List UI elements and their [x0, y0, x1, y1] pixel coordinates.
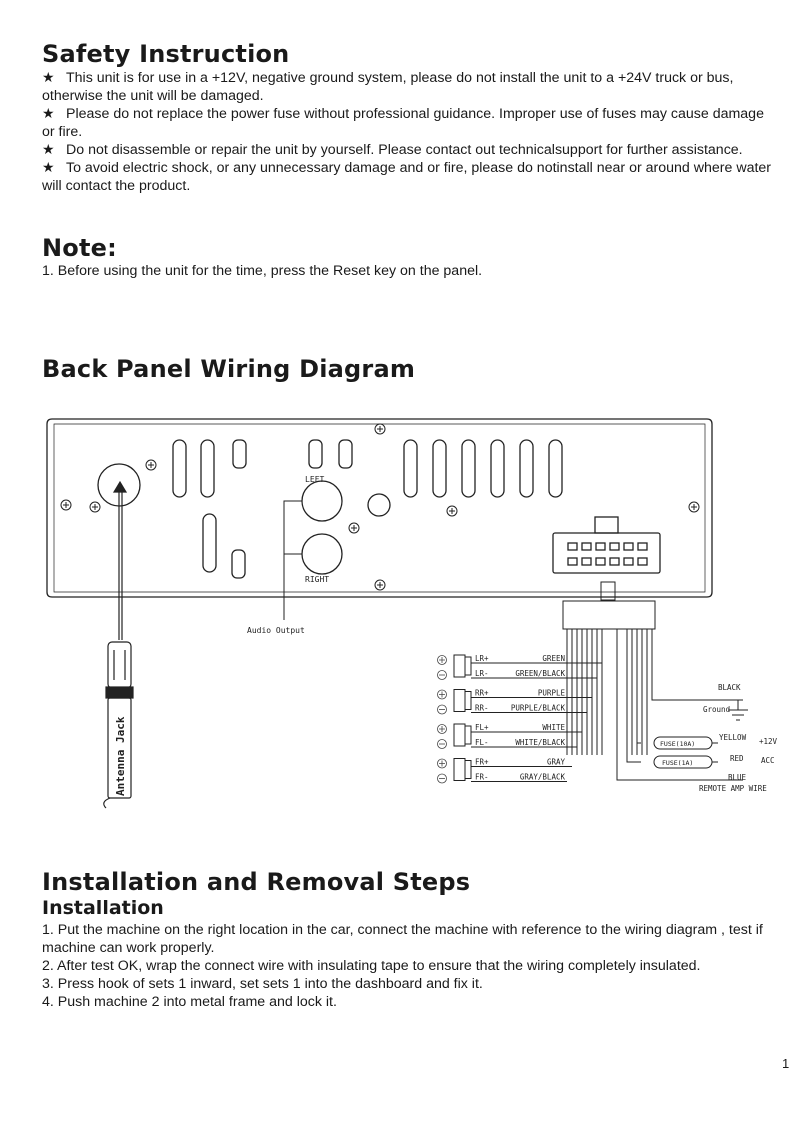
speaker-plug	[454, 724, 465, 746]
install-step: 4. Push machine 2 into metal frame and lock it.	[42, 994, 337, 1010]
speaker-position-label: LR-	[475, 669, 489, 678]
speaker-color-label: GREEN/BLACK	[515, 669, 565, 678]
right-rca-jack	[302, 534, 342, 574]
right-label: RIGHT	[305, 575, 330, 584]
remote-amp-label: REMOTE AMP WIRE	[699, 784, 767, 793]
install-step: 3. Press hook of sets 1 inward, set sets 1 into the dashboard and fix it.	[42, 976, 483, 992]
fuse10a-label: FUSE(10A)	[660, 740, 696, 748]
speaker-color-label: PURPLE	[537, 688, 565, 698]
speaker-color-label: WHITE/BLACK	[515, 738, 565, 747]
speaker-position-label: RR+	[475, 688, 489, 698]
speaker-plug-cap	[465, 761, 471, 779]
star-icon: ★	[42, 142, 55, 158]
terminal-sign	[439, 692, 445, 698]
install-step: 2. After test OK, wrap the connect wire with insulating tape to ensure that the wiring completely insulated.	[42, 958, 701, 974]
wiring-title: Back Panel Wiring Diagram	[42, 355, 416, 383]
audio-output-label: Audio Output	[247, 626, 305, 635]
safety-item: ★ This unit is for use in a +12V, negative ground system, please do not install the unit to a +24V truck or bus, otherwise the unit will be damaged.	[42, 70, 734, 104]
terminal-sign	[439, 726, 445, 732]
speaker-color-label: GRAY/BLACK	[519, 772, 565, 782]
speaker-plug	[454, 690, 465, 712]
safety-list	[42, 69, 777, 195]
note-title: Note:	[42, 234, 117, 262]
speaker-plug-cap	[465, 657, 471, 675]
safety-title: Safety Instruction	[42, 40, 290, 68]
left-rca-jack	[302, 481, 342, 521]
fuse1a-label: FUSE(1A)	[662, 759, 694, 767]
iso-connector	[553, 517, 660, 573]
terminal-sign	[439, 657, 445, 663]
speaker-plug-cap	[465, 692, 471, 710]
harness-plug	[563, 582, 655, 755]
note-list	[42, 262, 777, 280]
note-item: 1. Before using the unit for the time, press the Reset key on the panel.	[42, 263, 483, 279]
speaker-plug	[454, 655, 465, 677]
speaker-color-label: GREEN	[542, 654, 565, 663]
speaker-position-label: FR-	[475, 772, 489, 782]
blue-wire-label: BLUE	[728, 773, 747, 782]
left-label: LEFT	[305, 475, 325, 484]
safety-item: ★ Please do not replace the power fuse without professional guidance. Improper use of fuses may cause damage or fire.	[42, 106, 764, 140]
yellow-wire-label: YELLOW	[719, 733, 747, 742]
safety-item: ★ To avoid electric shock, or any unnecessary damage and or fire, please do notinstall near or around where water will contact the product.	[42, 160, 772, 194]
speaker-position-label: LR+	[475, 654, 489, 663]
speaker-plug-cap	[465, 726, 471, 744]
install-subtitle: Installation	[42, 897, 164, 919]
speaker-position-label: FL+	[475, 723, 489, 732]
speaker-color-label: PURPLE/BLACK	[510, 703, 565, 713]
red-wire-label: RED	[730, 754, 744, 763]
speaker-color-label: WHITE	[542, 723, 565, 732]
speaker-plug	[454, 759, 465, 781]
acc-label: ACC	[761, 756, 775, 765]
speaker-position-label: FL-	[475, 738, 489, 747]
terminal-sign	[439, 761, 445, 767]
wiring-diagram	[38, 410, 788, 810]
install-title: Installation and Removal Steps	[42, 868, 471, 896]
star-icon: ★	[42, 160, 55, 176]
install-step: 1. Put the machine on the right location in the car, connect the machine with reference to the wiring diagram , test if machine can work properly.	[42, 922, 763, 956]
audio-output-leader	[284, 501, 302, 620]
antenna-jack-label: Antenna Jack	[114, 716, 127, 796]
ground-label: Ground	[703, 705, 731, 714]
vent-slots	[173, 440, 562, 578]
plus12v-label: +12V	[759, 737, 778, 746]
safety-item: ★ Do not disassemble or repair the unit by yourself. Please contact out technicalsupport for further assistance.	[42, 142, 743, 158]
speaker-color-label: GRAY	[546, 757, 565, 767]
black-wire-label: BLACK	[718, 683, 741, 692]
star-icon: ★	[42, 70, 55, 86]
radio-back-panel	[47, 419, 712, 597]
star-icon: ★	[42, 106, 55, 122]
speaker-position-label: FR+	[475, 757, 489, 767]
speaker-position-label: RR-	[475, 703, 489, 713]
install-steps	[42, 921, 777, 1011]
page-number: 1	[782, 1056, 790, 1071]
